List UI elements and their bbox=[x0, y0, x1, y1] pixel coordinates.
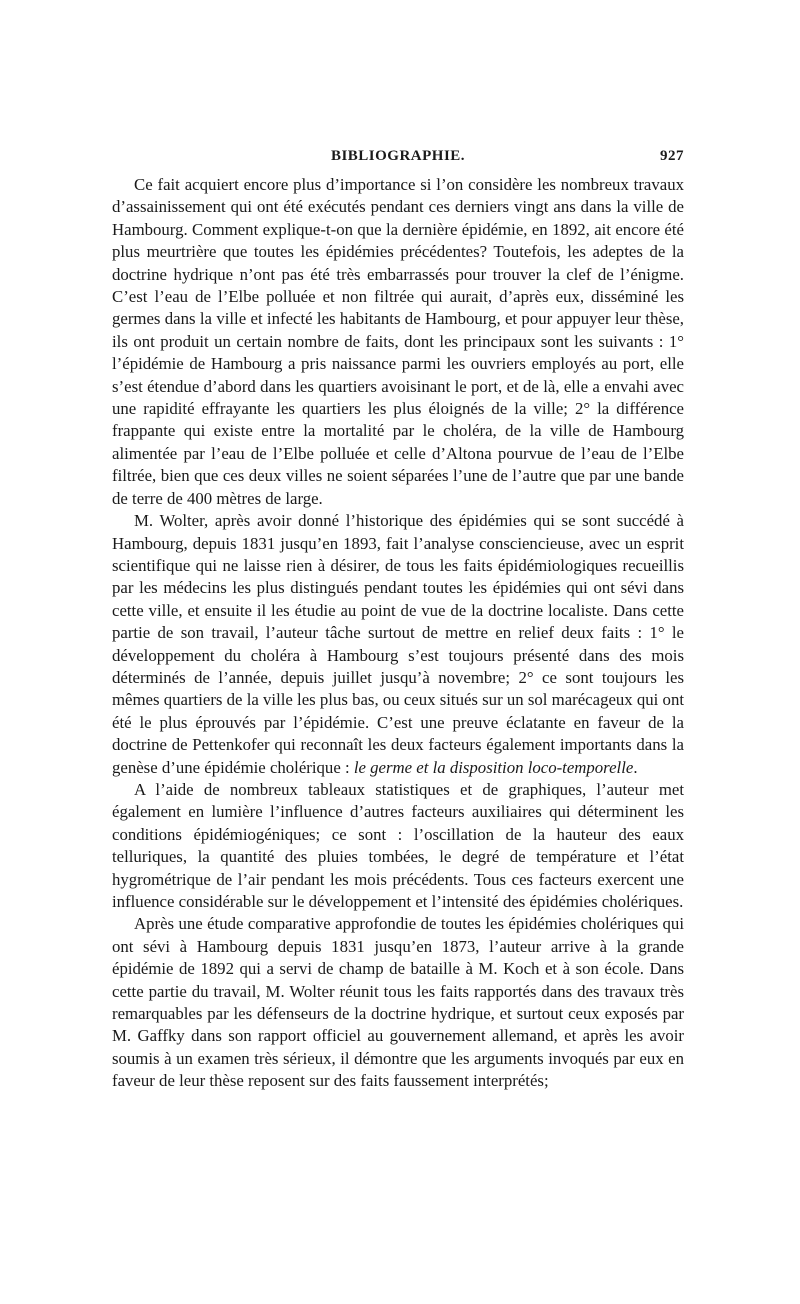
body-text bbox=[112, 174, 684, 1093]
page-number: 927 bbox=[660, 148, 684, 164]
paragraph-3: A l’aide de nombreux tableaux statistiques et de graphiques, l’auteur met également en lumière l’influence d’autres facteurs auxiliaires qui déterminent les conditions épidémiogéniques; ce sont : l’oscillation de la hauteur des eaux telluriques, la quantité des pluies tombées, le degré de température et l’état hygrométrique de l’air pendant les mois précédents. Tous ces facteurs exercent une influence considérable sur le développement et l’intensité des épidémies cholériques. bbox=[112, 779, 684, 911]
running-title: BIBLIOGRAPHIE. bbox=[330, 148, 466, 164]
paragraph-4: Après une étude comparative approfondie de toutes les épidémies cholériques qui ont sévi à Hambourg depuis 1831 jusqu’en 1873, l’auteur arrive à la grande épidémie de 1892 qui a servi de champ de bataille à M. Koch et à son école. Dans cette partie du travail, M. Wolter réunit tous les faits rapportés dans des travaux très remarquables par les défenseurs de la doctrine hydrique, et surtout ceux exposés par M. Gaffky dans son rapport officiel au gouvernement allemand, et après les avoir soumis à un examen très sérieux, il démontre que les arguments invoqués par eux en faveur de leur thèse reposent sur des faits faussement interprétés; bbox=[112, 914, 684, 1091]
book-page bbox=[112, 148, 684, 1093]
paragraph-2-text: M. Wolter, après avoir donné l’historique des épidémies qui se sont succédé à Hambourg, depuis 1831 jusqu’en 1893, fait l’analyse consciencieuse, avec un esprit scientifique qui ne laisse rien à désirer, de tous les faits épidémiologiques recueillis par les médecins les plus distingués pendant toutes les épidémies qui ont sévi dans cette ville, et ensuite il les étudie au point de vue de la doctrine localiste. Dans cette partie de son travail, l’auteur tâche surtout de mettre en relief deux faits : 1° le développement du choléra à Hambourg s’est toujours présenté dans des mois déterminés de l’année, depuis juillet jusqu’à novembre; 2° ce sont toujours les mêmes quartiers de la ville les plus bas, ou ceux situés sur un sol marécageux qui ont été le plus éprouvés par l’épidémie. C’est une preuve éclatante en faveur de la doctrine de Pettenkofer qui reconnaît les deux facteurs également importants dans la genèse d’une épidémie cholérique : bbox=[112, 511, 684, 777]
paragraph-2-emphasis: le germe et la disposition loco-temporelle bbox=[353, 757, 634, 777]
paragraph-1: Ce fait acquiert encore plus d’importance si l’on considère les nombreux travaux d’assainissement qui ont été exécutés pendant ces derniers vingt ans dans la ville de Hambourg. Comment explique-t-on que la dernière épidémie, en 1892, ait encore été plus meurtrière que toutes les épidémies précédentes? Toutefois, les adeptes de la doctrine hydrique n’ont pas été très embarrassés pour trouver la clef de l’énigme. C’est l’eau de l’Elbe polluée et non filtrée qui aurait, d’après eux, disséminé les germes dans la ville et infecté les habitants de Hambourg, et pour appuyer leur thèse, ils ont produit un certain nombre de faits, dont les principaux sont les suivants : 1° l’épidémie de Hambourg a pris naissance parmi les ouvriers employés au port, elle s’est étendue d’abord dans les quartiers avoisinant le port, et de là, elle a envahi avec une rapidité effrayante les quartiers les plus éloignés de la ville; 2° la différence frappante qui existe entre la mortalité par le choléra, de la ville de Hambourg alimentée par l’eau de l’Elbe polluée et celle d’Altona pourvue de l’eau de l’Elbe filtrée, bien que ces deux villes ne soient séparées l’une de l’autre que par une bande de terre de 400 mètres de large. bbox=[112, 175, 684, 508]
running-head bbox=[112, 148, 684, 174]
paragraph-2-end: . bbox=[633, 757, 638, 777]
paragraph-2 bbox=[112, 510, 684, 779]
